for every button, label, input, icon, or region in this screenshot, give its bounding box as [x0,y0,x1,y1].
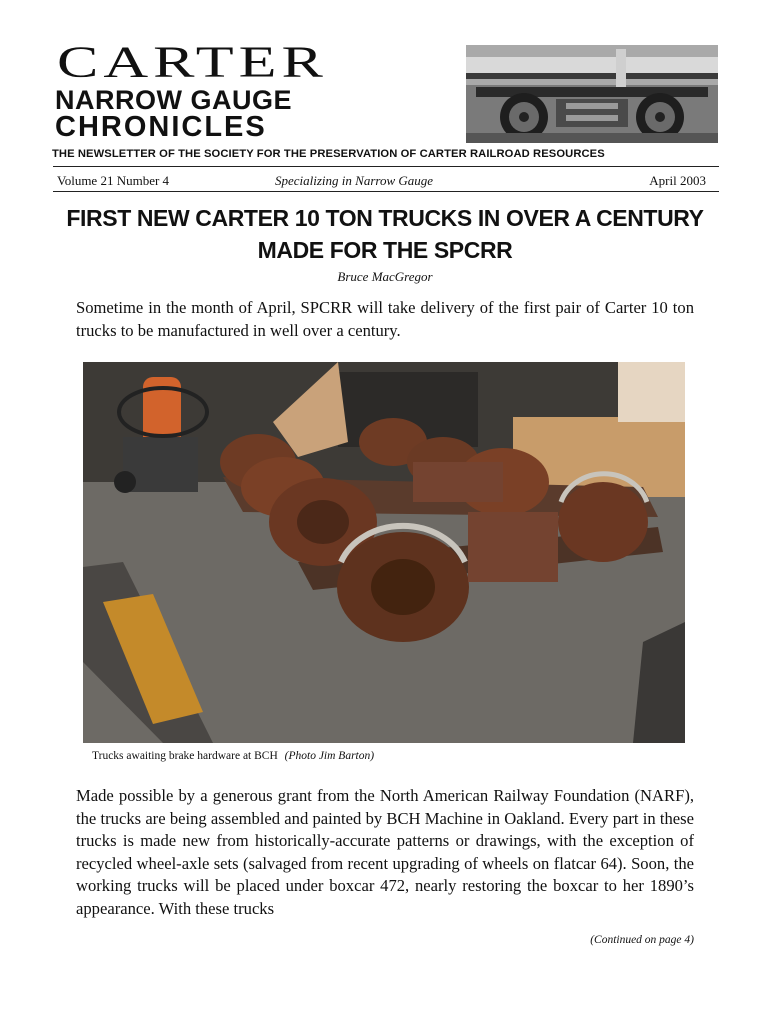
masthead-subtitle: THE NEWSLETTER OF THE SOCIETY FOR THE PRESERVATION OF CARTER RAILROAD RESOURCES [52,148,605,160]
continued-notice: (Continued on page 4) [590,934,694,946]
article-intro: Sometime in the month of April, SPCRR will take delivery of the first pair of Carter 10 ton trucks to be manufactured in well over a century. [76,298,694,340]
masthead-chronicles: CHRONICLES [55,111,267,143]
photo-credit: (Photo Jim Barton) [284,750,375,762]
masthead-truck-illustration [466,45,718,143]
masthead-narrow-gauge: NARROW GAUGE [55,85,292,115]
issue-date: April 2003 [649,173,706,188]
masthead-title: CARTER [57,37,328,87]
issue-volume: Volume 21 Number 4 [57,173,170,188]
article-body: Made possible by a generous grant from the North American Railway Foundation (NARF), the trucks are being assembled and painted by BCH Machine in Oakland. Every part in these trucks is made new from historically-accurate patterns or drawings, with the exception of recycled wheel-axle sets (salvaged from recent upgrading of wheels on flatcar 64). Soon, the working trucks will be placed under boxcar 472, nearly restoring the boxcar to her 1890’s appearance. With these trucks [76,786,694,918]
photo-caption [92,750,374,762]
trucks-photo-illustration [83,362,685,743]
rule-bottom [53,191,719,192]
issue-tagline: Specializing in Narrow Gauge [275,173,434,188]
rule-top [53,166,719,167]
masthead-truck-photo [466,45,718,143]
article-headline: FIRST NEW CARTER 10 TON TRUCKS IN OVER A CENTURY MADE FOR THE SPCRR [66,205,704,263]
photo-caption-text: Trucks awaiting brake hardware at BCH [92,750,278,762]
article-photo [83,362,685,743]
article-author: Bruce MacGregor [337,269,433,284]
